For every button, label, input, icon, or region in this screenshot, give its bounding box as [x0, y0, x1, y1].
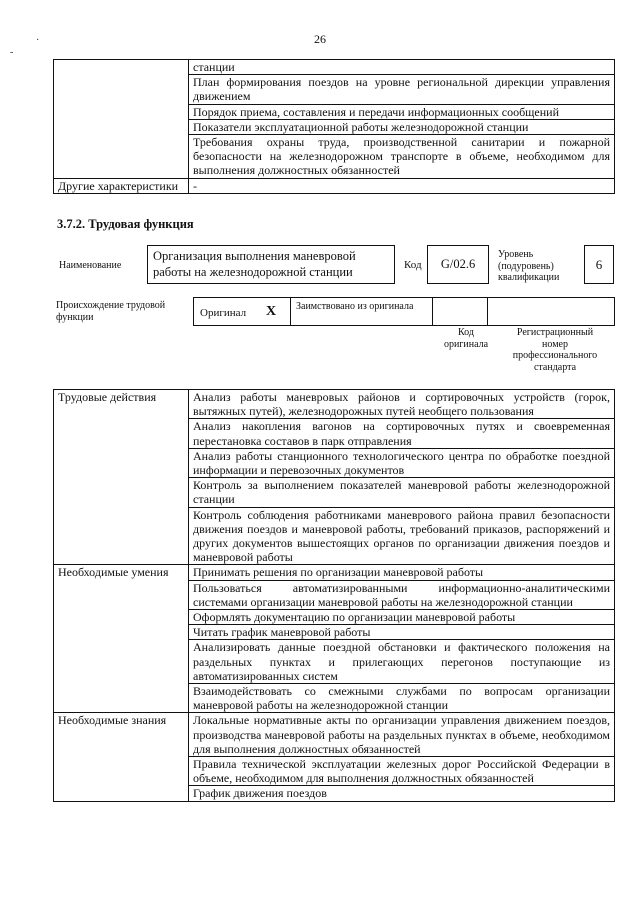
labor-function-table [53, 389, 615, 802]
description-cell: Пользоваться автоматизированными информационно-аналитическими системами организации маневровой работы на железнодорожной станции [189, 580, 615, 609]
description-cell: Оформлять документацию по организации маневровой работы [189, 610, 615, 625]
other-characteristics-value: - [189, 178, 615, 193]
description-cell: Контроль за выполнением показателей маневровой работы железнодорожной станции [189, 478, 615, 507]
original-box [193, 297, 291, 326]
name-label: Наименование [59, 260, 122, 271]
table-row [54, 60, 615, 75]
other-characteristics-label: Другие характеристики [54, 178, 189, 193]
table-row [54, 178, 615, 193]
code-label: Код [404, 259, 422, 271]
level-label: Уровень (подуровень) квалификации [498, 249, 560, 283]
original-label: Оригинал [200, 307, 247, 319]
row-label-cell [54, 60, 189, 179]
description-cell: Анализ накопления вагонов на сортировочных путях и своевременная перестановка составов в парк отправления [189, 419, 615, 448]
registration-number-box [487, 297, 615, 326]
level-value: 6 [595, 257, 603, 272]
margin-mark: · [36, 35, 40, 46]
description-cell: Порядок приема, составления и передачи информационных сообщений [189, 104, 615, 119]
section-label-skills: Необходимые умения [54, 565, 189, 713]
continuation-table [53, 59, 615, 194]
page-number: 26 [314, 32, 326, 46]
code-value: G/02.6 [440, 257, 476, 271]
margin-mark: - [10, 47, 14, 58]
borrowed-label: Заимствовано из оригинала [296, 301, 414, 312]
code-box [427, 245, 489, 284]
section-label-labor-actions: Трудовые действия [54, 390, 189, 565]
section-title: 3.7.2. Трудовая функция [57, 217, 194, 231]
description-cell: Анализировать данные поездной обстановки и фактического положения на раздельных пунктах и прилегающих перегонов поступающие из автоматизированных систем [189, 640, 615, 684]
section-label-knowledge: Необходимые знания [54, 713, 189, 801]
description-cell: Требования охраны труда, производственной санитарии и пожарной безопасности на железнодорожном транспорте в объеме, необходимом для выполнения должностных обязанностей [189, 135, 615, 179]
original-mark: X [266, 304, 277, 319]
description-cell: Взаимодействовать со смежными службами по вопросам организации маневровой работы на железнодорожной станции [189, 684, 615, 713]
description-cell: Контроль соблюдения работниками маневрового района правил безопасности движения поездов и маневровой работы, требований приказов, распоряжений и других документов вышестоящих органов по организации движения поездов и маневровой работы [189, 507, 615, 565]
description-cell: Локальные нормативные акты по организации управления движением поездов, производства маневровой работы на раздельных пунктах в объеме, необходимом для выполнения должностных обязанностей [189, 713, 615, 757]
description-cell: Принимать решения по организации маневровой работы [189, 565, 615, 580]
description-cell: План формирования поездов на уровне региональной дирекции управления движением [189, 75, 615, 104]
description-cell: Анализ работы станционного технологического центра по обработке поездной информации и перевозочных документов [189, 448, 615, 477]
table-row [54, 565, 615, 580]
description-cell: Правила технической эксплуатации железных дорог Российской Федерации в объеме, необходимом для выполнения должностных обязанностей [189, 757, 615, 786]
description-cell: станции [189, 60, 615, 75]
function-name-box [147, 245, 395, 284]
registration-caption: Регистрационный номер профессионального стандарта [512, 327, 598, 373]
borrowed-box [290, 297, 433, 326]
table-row [54, 390, 615, 419]
description-cell: График движения поездов [189, 786, 615, 801]
origin-label: Происхождение трудовой функции [56, 300, 166, 323]
description-cell: Анализ работы маневровых районов и сортировочных устройств (горок, вытяжных путей), железнодорожных путей необщего пользования [189, 390, 615, 419]
table-row [54, 713, 615, 757]
function-name: Организация выполнения маневровой работы на железнодорожной станции [153, 249, 356, 279]
description-cell: Показатели эксплуатационной работы железнодорожной станции [189, 119, 615, 134]
level-box [584, 245, 614, 284]
description-cell: Читать график маневровой работы [189, 625, 615, 640]
code-caption: Код оригинала [443, 327, 489, 350]
original-code-box [432, 297, 488, 326]
